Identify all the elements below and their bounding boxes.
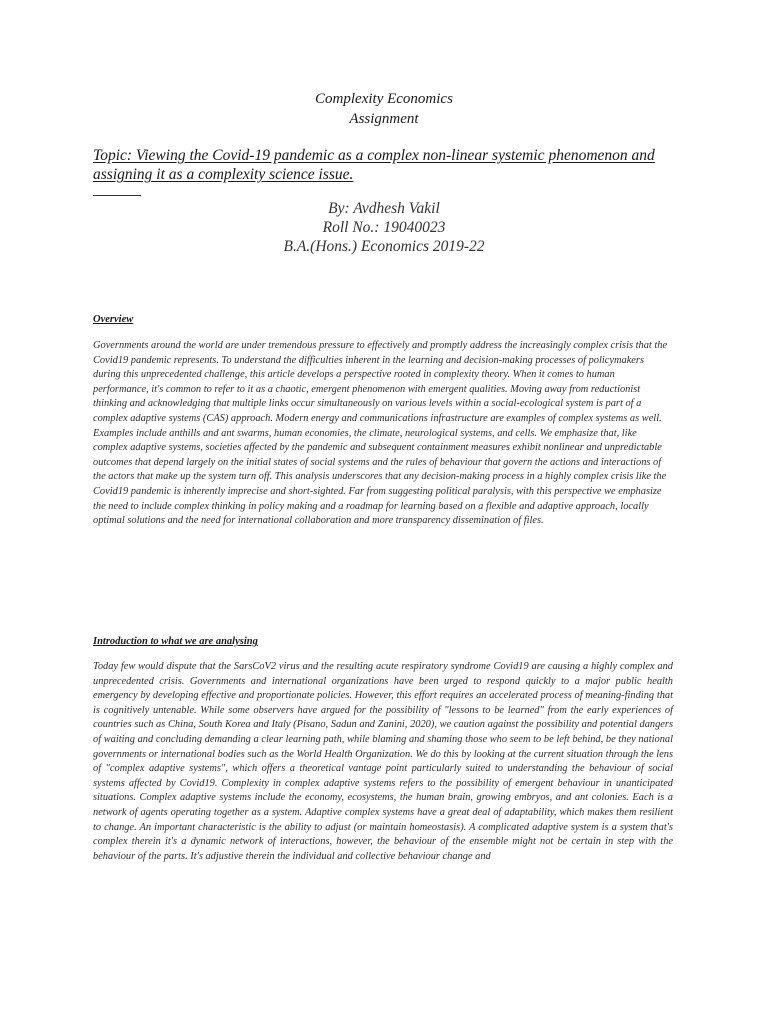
topic-statement: Topic: Viewing the Covid-19 pandemic as a complex non-linear systemic phenomenon and assigning it as a complexity science issue. [93, 147, 655, 183]
document-subtitle: Assignment [349, 111, 419, 127]
course-info: B.A.(Hons.) Economics 2019-22 [283, 238, 485, 255]
introduction-paragraph: Today few would dispute that the SarsCoV2 virus and the resulting acute respiratory syndrome Covid19 are causing a highly complex and unprecedented crisis. Governments and international organizations have been urged to respond quickly to a major public health emergency by developing effective and proportionate policies. However, this effort requires an accelerated process of meaning-finding that is cognitively untenable. While some observers have argued for the possibility of "lessons to be learned" from the early experiences of countries such as China, South Korea and Italy (Pisano, Sadun and Zanini, 2020), we caution against the possibility and potential dangers of waiting and concluding demanding a clear learning path, while blaming and shaming those who seem to be left behind, be they national governments or international bodies such as the World Health Organization. We do this by looking at the current situation through the lens of "complex adaptive systems", which offers a theoretical vantage point particularly suited to understanding the behaviour of social systems affected by Covid19. Complexity in complex adaptive systems refers to the possibility of emergent behaviour in unanticipated situations. Complex adaptive systems include the economy, ecosystems, the human brain, growing embryos, and ant colonies. Each is a network of agents operating together as a system. Adaptive complex systems have a great deal of adaptability, which makes them resilient to change. An important characteristic is the ability to adjust (or maintain homeostasis). A complicated adaptive system is a system that's complex therein it's a dynamic network of interactions, however, the behaviour of the ensemble might not be certain in step with the behaviour of the parts. It's adjustive therein the individual and collective behaviour change and [93, 661, 673, 862]
section-heading-overview: Overview [93, 314, 134, 325]
document-title: Complexity Economics [315, 91, 453, 107]
divider [93, 195, 141, 196]
roll-number: Roll No.: 19040023 [322, 219, 446, 236]
author-name: By: Avdhesh Vakil [328, 200, 440, 217]
section-heading-introduction: Introduction to what we are analysing [93, 636, 258, 647]
overview-paragraph: Governments around the world are under tremendous pressure to effectively and promptly address the increasingly complex crisis that the Covid19 pandemic represents. To understand the difficulties inherent in the learning and decision-making processes of policymakers during this unprecedented challenge, this article develops a perspective rooted in complexity theory. When it comes to human performance, it's common to refer to it as a chaotic, emergent phenomenon with emergent qualities. Moving away from reductionist thinking and acknowledging that multiple links occur simultaneously on various levels within a social-ecological system is part of a complex adaptive systems (CAS) approach. Modern energy and communications infrastructure are examples of complex systems as well. Examples include anthills and ant swarms, human economies, the climate, neurological systems, and cells. We emphasize that, like complex adaptive systems, societies affected by the pandemic and subsequent containment measures exhibit nonlinear and unpredictable outcomes that depend largely on the initial states of social systems and the rules of behaviour that govern the actions and interactions of the actors that make up the system turn off. This analysis underscores that any decision-making process in a highly complex crisis like the Covid19 pandemic is inherently imprecise and short-sighted. Far from suggesting political paralysis, with this perspective we emphasize the need to include complex thinking in policy making and a roadmap for learning based on a flexible and adaptive approach, locally optimal solutions and the need for international collaboration and more transparency dissemination of files. [93, 340, 668, 527]
